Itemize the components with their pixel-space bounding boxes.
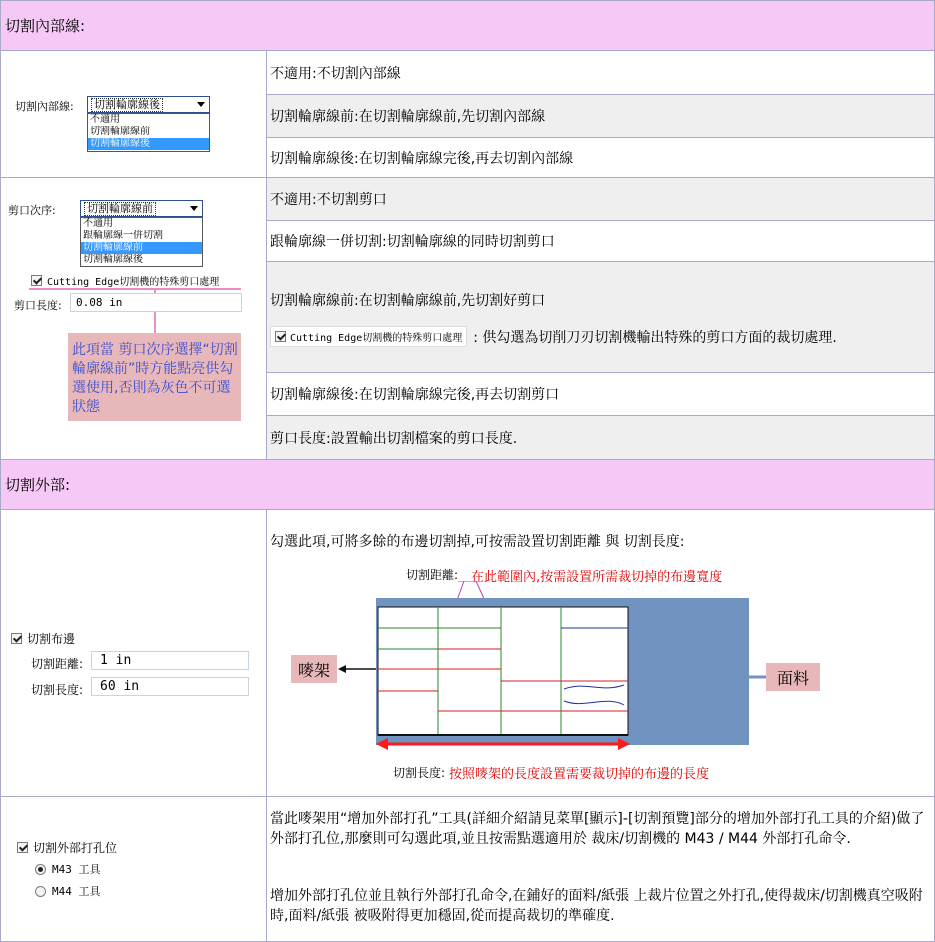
highlight-underline <box>29 288 241 290</box>
checkbox-icon <box>275 331 286 342</box>
diagram-distance-note: 在此範圍內,按需設置所需裁切掉的布邊寬度 <box>471 570 723 585</box>
radio-icon[interactable] <box>35 886 46 897</box>
column-divider <box>266 510 267 942</box>
list-item[interactable]: 切割輪廓線前 <box>90 126 150 137</box>
notch-row-after: 切割輪廓線後:在切割輪廓線完後,再去切割剪口 <box>270 387 560 403</box>
special-notch-checkbox[interactable]: Cutting Edge切割機的特殊剪口處理 <box>31 273 219 288</box>
chevron-down-icon <box>190 206 198 211</box>
marker-rect <box>378 607 628 735</box>
hole-description-1: 當此嘜架用“增加外部打孔”工具(詳細介紹請見菜單[顯示]-[切割預覽]部分的增加外部打孔工具的介紹)做了外部打孔位,那麼則可勾選此項,並且按需點選適用於 裁床/切割機的 M43 / M44 外部打孔命令. <box>270 811 925 847</box>
checkbox-icon[interactable] <box>31 275 42 286</box>
checkbox-icon[interactable] <box>17 842 28 853</box>
section-title-outer: 切割外部: <box>5 476 71 494</box>
section-header-inner <box>1 1 934 51</box>
list-item[interactable]: 切割輪廓線後 <box>83 254 143 265</box>
notch-label: 剪口次序: <box>8 204 56 217</box>
special-notch-chip: Cutting Edge切割機的特殊剪口處理 <box>270 326 467 347</box>
diagram-length-tag: 切割長度: <box>393 766 446 780</box>
list-item[interactable]: 切割輪廓線前 <box>81 242 202 254</box>
inner-row-after: 切割輪廓線後:在切割輪廓線完後,再去切割內部線 <box>270 150 574 167</box>
trim-length-input[interactable]: 60 in <box>91 677 249 696</box>
marker-diagram <box>336 581 766 761</box>
hole-checkbox[interactable]: 切割外部打孔位 <box>17 839 117 856</box>
list-item[interactable]: 不適用 <box>83 218 113 229</box>
inner-order-select[interactable]: 切割輪廓線後 <box>87 96 210 113</box>
trim-distance-input[interactable]: 1 in <box>91 651 249 670</box>
fabric-label: 面料 <box>766 663 820 691</box>
trim-description: 勾選此項,可將多餘的布邊切割掉,可按需設置切割距離 與 切割長度: <box>270 534 685 550</box>
notch-row-length: 剪口長度:設置輸出切割檔案的剪口長度. <box>267 416 934 459</box>
trim-length-label: 切割長度: <box>31 683 84 697</box>
section-header-outer <box>1 459 934 510</box>
section-title-inner: 切割內部線: <box>5 17 86 35</box>
m43-radio[interactable]: M43 工具 <box>35 861 101 877</box>
list-item[interactable]: 跟輪廓線一併切割 <box>83 230 163 241</box>
checkbox-icon[interactable] <box>11 633 22 644</box>
inner-row-na: 不適用:不切割內部線 <box>270 66 401 82</box>
trim-distance-label: 切割距離: <box>31 657 84 671</box>
radio-icon[interactable] <box>35 864 46 875</box>
m44-radio[interactable]: M44 工具 <box>35 883 101 899</box>
diagram-length-note: 按照嘜架的長度設置需要裁切掉的布邊的長度 <box>449 767 710 782</box>
list-item[interactable]: 不適用 <box>90 114 120 125</box>
notch-length-label: 剪口長度: <box>14 299 62 312</box>
notch-order-list[interactable] <box>80 217 203 267</box>
notch-row-na: 不適用:不切割剪口 <box>267 178 934 220</box>
notch-order-select[interactable]: 切割輪廓線前 <box>80 200 203 217</box>
notch-row-together: 跟輪廓線一併切割:切割輪廓線的同時切割剪口 <box>270 234 555 250</box>
chevron-down-icon <box>197 102 205 107</box>
shelf-label: 嘜架 <box>291 655 337 683</box>
notch-row-before: 切割輪廓線前:在切割輪廓線前,先切割好剪口 Cutting Edge切割機的特殊剪口處理 : 供勾選為切削刀刃切割機輸出特殊的剪口方面的裁切處理. <box>267 262 934 372</box>
hole-description-2: 增加外部打孔位並且執行外部打孔命令,在鋪好的面料/紙張 上裁片位置之外打孔,使得裁床/切割機真空吸附時,面料/紙張 被吸附得更加穩固,從而提高裁切的準確度. <box>270 888 923 924</box>
trim-checkbox[interactable]: 切割布邊 <box>11 630 75 647</box>
inner-label: 切割內部線: <box>15 100 74 113</box>
diagram-distance-tag: 切割距離: <box>406 568 459 582</box>
inner-row-before: 切割輪廓線前:在切割輪廓線前,先切割內部線 <box>267 95 934 137</box>
inner-order-list[interactable] <box>87 113 210 152</box>
notch-length-input[interactable]: 0.08 in <box>70 293 242 312</box>
list-item[interactable]: 切割輪廓線後 <box>88 138 209 150</box>
callout-note: 此項當 剪口次序選擇“切割輪廓線前”時方能點亮供勾選使用,否則為灰色不可選狀態 <box>68 333 241 421</box>
